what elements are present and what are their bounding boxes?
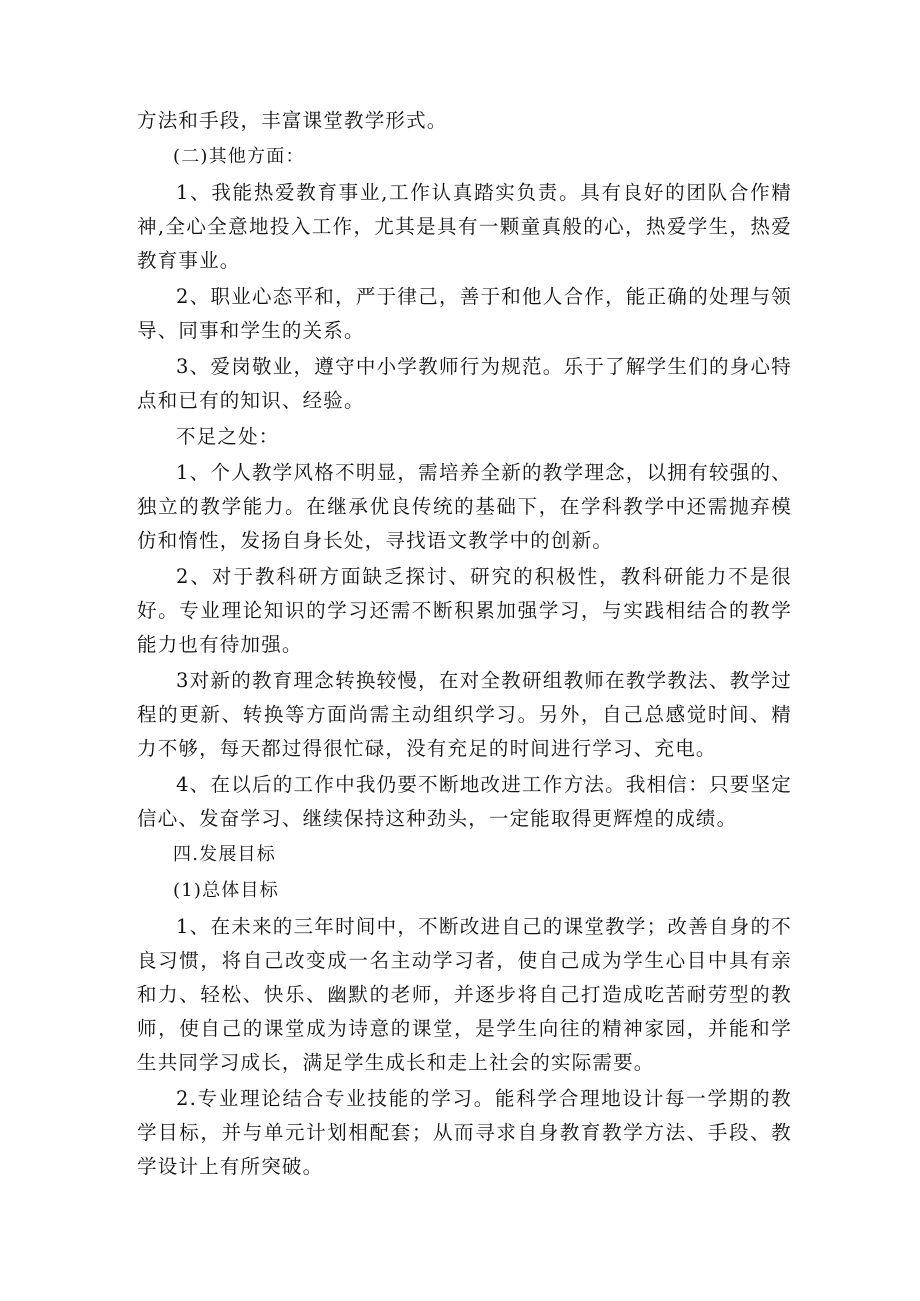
subsection-heading-overall-goals: (1)总体目标 [173, 880, 279, 901]
paragraph-strength-1: 1、我能热爱教育事业,工作认真踏实负责。具有良好的团队合作精神,全心全意地投入工作，尤其是具有一颗童真般的心，热爱学生，热爱教育事业。 [137, 181, 792, 272]
section-heading-other-aspects: (二)其他方面： [173, 146, 305, 167]
paragraph-strength-2: 2、职业心态平和，严于律己，善于和他人合作，能正确的处理与领导、同事和学生的关系。 [137, 285, 792, 342]
paragraph-shortcoming-4: 4、在以后的工作中我仍要不断地改进工作方法。我相信：只要坚定信心、发奋学习、继续保持这种劲头，一定能取得更辉煌的成绩。 [137, 773, 792, 830]
paragraph-strength-3: 3、爱岗敬业，遵守中小学教师行为规范。乐于了解学生们的身心特点和已有的知识、经验。 [137, 355, 792, 412]
paragraph-shortcoming-3: 3对新的教育理念转换较慢，在对全教研组教师在教学教法、教学过程的更新、转换等方面尚需主动组织学习。另外，自己总感觉时间、精力不够，每天都过得很忙碌，没有充足的时间进行学习、充电。 [137, 669, 792, 760]
paragraph-goal-1: 1、在未来的三年时间中，不断改进自己的课堂教学；改善自身的不良习惯，将自己改变成一名主动学习者，使自己成为学生心目中具有亲和力、轻松、快乐、幽默的老师，并逐步将自己打造成吃苦耐劳型的教师，使自己的课堂成为诗意的课堂，是学生向往的精神家园，并能和学生共同学习成长，满足学生成长和走上社会的实际需要。 [137, 915, 792, 1074]
paragraph-shortcoming-2: 2、对于教科研方面缺乏探讨、研究的积极性，教科研能力不是很好。专业理论知识的学习还需不断积累加强学习，与实践相结合的教学能力也有待加强。 [137, 565, 792, 656]
section-heading-development-goals: 四.发展目标 [173, 844, 276, 865]
document-page [137, 104, 792, 1184]
paragraph-goal-2: 2.专业理论结合专业技能的学习。能科学合理地设计每一学期的教学目标，并与单元计划相配套；从而寻求自身教育教学方法、手段、教学设计上有所突破。 [137, 1087, 792, 1178]
section-heading-shortcomings: 不足之处： [176, 425, 280, 448]
paragraph-continuation: 方法和手段，丰富课堂教学形式。 [137, 109, 448, 132]
paragraph-shortcoming-1: 1、个人教学风格不明显，需培养全新的教学理念，以拥有较强的、独立的教学能力。在继承优良传统的基础下，在学科教学中还需抛弃模仿和惰性，发扬自身长处，寻找语文教学中的创新。 [137, 461, 792, 552]
